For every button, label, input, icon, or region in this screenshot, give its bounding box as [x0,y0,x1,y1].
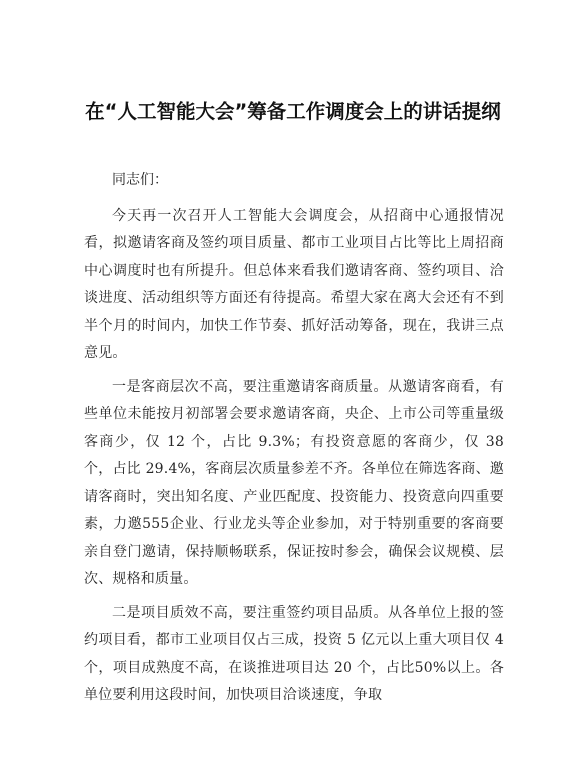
paragraph-intro: 今天再一次召开人工智能大会调度会，从招商中心通报情况看，拟邀请客商及签约项目质量、都市工业项目占比等比上周招商中心调度时也有所提升。但总体来看我们邀请客商、签约项目、洽谈进度、活动组织等方面还有待提高。希望大家在离大会还有不到半个月的时间内，加快工作节奏、抓好活动筹备，现在，我讲三点意见。 [84,207,504,361]
document-title: 在“人工智能大会”筹备工作调度会上的讲话提纲 [85,100,501,123]
paragraph-point-one: 一是客商层次不高，要注重邀请客商质量。从邀请客商看，有些单位未能按月初部署会要求邀请客商，央企、上市公司等重量级客商少，仅 12 个，占比 9.3%；有投资意愿的客商少，仅 38 个，占比 29.4%，客商层次质量参差不齐。各单位在筛选客商、邀请客商时，突出知名度、产业匹配度、投资能力、投资意向四重要素，力邀555企业、行业龙头等企业参加，对于特别重要的客商要亲自登门邀请，保持顺畅联系，保证按时参会，确保会议规模、层次、规格和质量。 [84,378,504,587]
paragraph-point-two: 二是项目质效不高，要注重签约项目品质。从各单位上报的签约项目看，都市工业项目仅占三成，投资 5 亿元以上重大项目仅 4 个，项目成熟度不高，在谈推进项目达 20 个，占比50%以上。各单位要利用这段时间，加快项目洽谈速度，争取 [84,604,504,703]
greeting: 同志们： [112,172,168,188]
document-body [84,167,504,716]
